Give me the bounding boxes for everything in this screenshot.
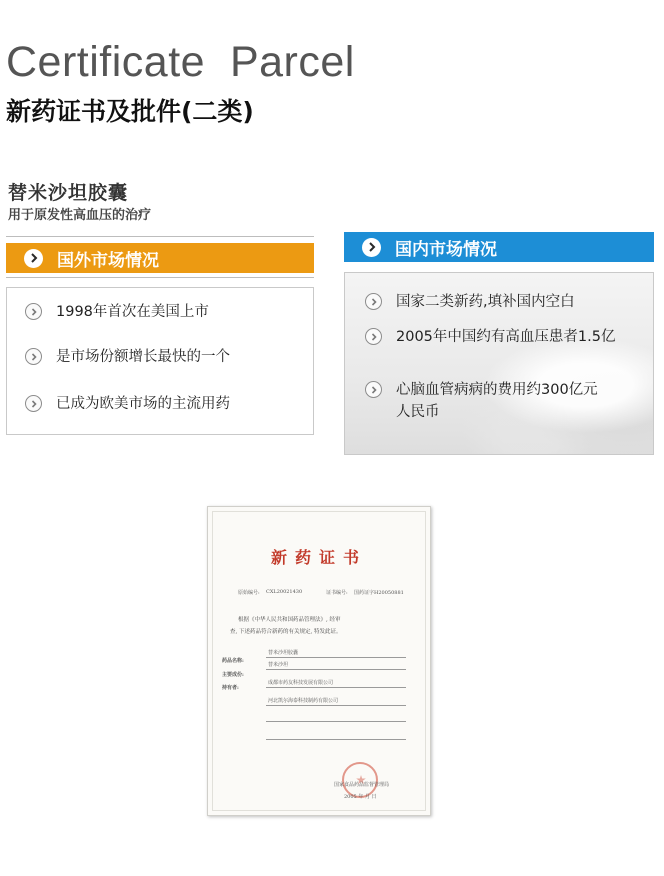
list-item-text: 是市场份额增长最快的一个 xyxy=(56,349,230,365)
foreign-market-header xyxy=(6,243,314,273)
list-item-text: 心脑血管病病的费用约300亿元 人民币 xyxy=(396,382,598,420)
domestic-market-heading: 国内市场情况 xyxy=(395,239,497,260)
chevron-right-icon xyxy=(365,381,382,398)
certificate-field-line xyxy=(266,687,406,688)
chevron-right-icon xyxy=(362,238,381,257)
certificate-number-value: CXL20021430 xyxy=(266,589,303,595)
certificate-body-line: 查, 下述药品符合新药的有关规定, 特发此证。 xyxy=(230,629,342,635)
certificate-drug-value: 替米沙坦胶囊 xyxy=(268,650,299,656)
certificate-holder-1: 成都市药友科技发展有限公司 xyxy=(268,680,334,686)
domestic-market-panel xyxy=(344,272,654,455)
page-title-chinese: 新药证书及批件(二类) xyxy=(6,97,254,126)
list-item-text: 国家二类新药,填补国内空白 xyxy=(396,294,575,310)
certificate-field-line xyxy=(266,669,406,670)
chevron-right-icon xyxy=(365,293,382,310)
product-indication: 用于原发性高血压的治疗 xyxy=(8,208,152,223)
certificate-drug-label: 药品名称: xyxy=(222,658,244,664)
certificate-ingredient-label: 主要成份: xyxy=(222,672,244,678)
divider xyxy=(6,236,314,237)
divider xyxy=(6,277,314,278)
certificate-field-line xyxy=(266,739,406,740)
list-item xyxy=(365,326,615,348)
chevron-right-icon xyxy=(365,328,382,345)
certificate-cert-value: 国药证字H20050881 xyxy=(354,590,404,596)
certificate-image xyxy=(207,506,431,816)
certificate-title: 新药证书 xyxy=(270,548,367,567)
certificate-number-label: 原始编号: xyxy=(238,590,260,596)
product-name: 替米沙坦胶囊 xyxy=(8,182,129,204)
chevron-right-icon xyxy=(25,303,42,320)
list-item-text: 已成为欧美市场的主流用药 xyxy=(56,396,230,412)
certificate-drug-value-2: 替米沙坦 xyxy=(268,662,289,668)
list-item xyxy=(25,346,230,368)
list-item xyxy=(365,379,598,423)
certificate-cert-label: 证书编号: xyxy=(326,590,348,596)
page-title-english: Certificate Parcel xyxy=(6,38,355,86)
certificate-field-line xyxy=(266,705,406,706)
chevron-right-icon xyxy=(24,249,43,268)
list-item xyxy=(25,393,230,415)
certificate-issuer: 国家食品药品监督管理局 xyxy=(334,782,390,788)
certificate-date: 2005 年 月 日 xyxy=(344,794,377,800)
domestic-market-header xyxy=(344,232,654,262)
list-item-text: 1998年首次在美国上市 xyxy=(56,304,209,320)
foreign-market-heading: 国外市场情况 xyxy=(57,250,159,271)
chevron-right-icon xyxy=(25,348,42,365)
certificate-holder-label: 持有者: xyxy=(222,685,239,691)
list-item xyxy=(25,301,209,323)
foreign-market-panel xyxy=(6,287,314,435)
certificate-field-line xyxy=(266,721,406,722)
chevron-right-icon xyxy=(25,395,42,412)
list-item-text: 2005年中国约有高血压患者1.5亿 xyxy=(396,329,616,345)
list-item xyxy=(365,291,575,313)
certificate-holder-2: 河北凯尔海泰科技制药有限公司 xyxy=(268,698,339,704)
certificate-body-line: 根据《中华人民共和国药品管理法》, 经审 xyxy=(238,617,341,623)
certificate-field-line xyxy=(266,657,406,658)
